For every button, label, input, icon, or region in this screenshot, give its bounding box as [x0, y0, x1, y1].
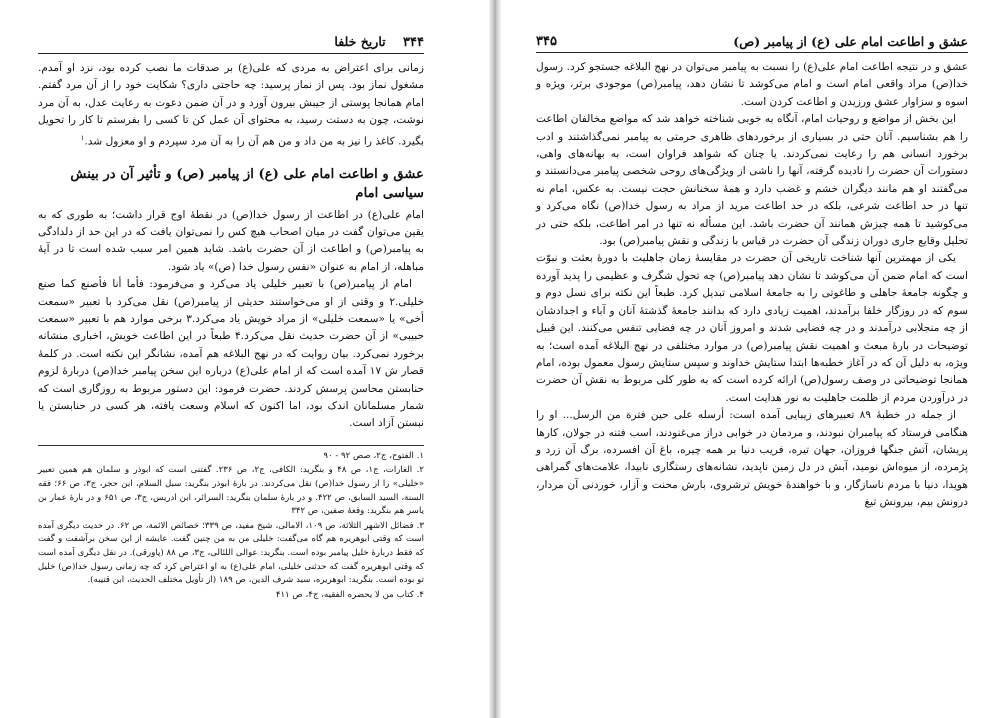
- right-header-title: عشق و اطاعت امام علی (ع) از پیامبر (ص): [733, 34, 968, 49]
- footnote-3: ۳. فضائل الاشهر الثلاثة، ص ۱۰۹، الامالی، شیخ مفید، ص ۳۳۹؛ خصائص الائمة، ص ۶۲. در حدیث دیگری آمده است که وقتی ابوهریره هم گاه می‌گفت: خلیلی من به من چنین گفت. عایشه از این سخن برآشفت و گفت که فقط دربارهٔ خلیل پیامبر بوده است. بنگرید: عوالی اللئالی، ج۳، ص ۸۸ (پاورقی). در نقل دیگری آمده است که وقتی ابوهریره گفت که حدثنی خلیلی، امام علی(ع) به او اعتراض کرد که چه زمانی رسول خدا(ص) خلیل تو بوده است. بنگرید: ابوهریره، سید شرف الدین، ص ۱۸۹ (از تأویل مختلف الحدیث، ابن قتیبه).: [38, 520, 425, 586]
- right-paragraph-1: عشق و در نتیجه اطاعت امام علی(ع) را نسبت به پیامبر می‌توان در نهج البلاغه جستجو کرد. رسول خدا(ص) مراد واقعی امام است و امام می‌کوشد تا نشان دهد، پیامبر(ص) موجودی برتر، ویژه و اسوه و سزاوار عشق ورزیدن و اطاعت کردن است.: [536, 61, 968, 108]
- left-paragraph-3: امام از پیامبر(ص) با تعبیر خلیلی یاد می‌کرد و می‌فرمود: فأما أنا فأصنع کما صنع خلیلی.۲ و وقتی از او می‌خواستند حدیثی از پیامبر(ص) نقل می‌کرد با تعبیر «سمعت أخی» یا «سمعت خلیلی» از مراد خویش یاد می‌کرد.۳ برخی موارد هم با تعبیر «سمعت حبیبی» از آن حضرت حدیث نقل می‌کرد.۴ طبعاً در این اطاعت خویش، اخباری منشانه برخورد نمی‌کرد. بیان روایت که در نهج البلاغه هم آمده، نشانگر این نکته است. در کلمهٔ قصار ش ۱۷ آمده است که از امام علی(ع) درباره این سخن پیامبر خدا(ص) دربارهٔ لزوم حنابستن محاسن پرسش کردند. حضرت فرمود: این دستور مربوط به روزگاری است که شمار مسلمانان اندک بود، اما اکنون که اسلام وسعت یافته، هر کسی در حنابستن یا نبستن آزاد است.: [38, 278, 424, 430]
- left-page: [0, 0, 490, 718]
- left-page-number: ۳۴۴: [403, 35, 424, 50]
- left-page-header: [38, 34, 424, 54]
- right-page-number: ۳۴۵: [536, 34, 557, 49]
- left-footnotes: [38, 445, 424, 603]
- footnote-4: ۴. کتاب من لا یحضره الفقیه، ج۴، ص ۴۱۱: [275, 589, 424, 600]
- right-page-header: [536, 34, 968, 53]
- right-paragraph-3: یکی از مهمترین آنها شناخت تاریخی آن حضرت در مقایسهٔ زمان جاهلیت با دورهٔ بعثت و نبوّت است که امام ضمن آن می‌کوشد تا نشان دهد پیامبر(ص) چه تحول شگرف و عظیمی را پدید آورده و چگونه جامعهٔ جاهلی و طاغوتی را به جامعهٔ اسلامی تبدیل کرد. طبعاً این نکته برای نسل دوم و سوم که در روزگار خلفا برآمدند، اهمیت زیادی دارد که بدانند جامعهٔ گذشتهٔ آنان و آباء و اجدادشان از چه منجلابی درآمدند و در چه فضایی شدند و امروز آنان در چه فضایی تنفس می‌کنند. این قبیل توضیحات در بارهٔ مبعث و اهمیت نقش پیامبر(ص) در موارد مختلفی در نهج البلاغه آمده است؛ به ویژه، به دلیل آن که در آغاز خطبه‌ها ابتدا ستایش خداوند و سپس ستایش رسول معمول بوده، امام همانجا توضیحاتی در وصف رسول(ص) ارائه کرده است که به طور کلی مربوط به نقش آن حضرت در درآوردن مردم از ظلمت جاهلیت به نور هدایت است.: [536, 252, 968, 404]
- footnote-marker: ۱: [80, 133, 85, 142]
- left-paragraph-1: زمانی برای اعتراض به مردی که علی(ع) بر صدقات ما نصب کرده بود، نزد او آمدم. مشغول نماز بود. پس از نماز پرسید: چه حاجتی داری؟ شکایت خود را از آن مرد گفتم. امام همانجا پوستی از جیبش بیرون آورد و در آن ضمن دعوت به رعایت عدل، به آن مرد نوشت، چون به دستت رسید، به محتوای آن عمل کن تا کسی را بفرستم تا کار را تحویل بگیرد. کاغذ را نیز به من داد و من هم آن را به آن مرد سپردم و او معزول شد.$^۱$: [38, 62, 424, 148]
- left-paragraph-2: امام علی(ع) در اطاعت از رسول خدا(ص) در نقطهٔ اوج قرار داشت؛ به طوری که به یقین می‌توان گفت در میان اصحاب هیچ کس را نمی‌توان یافت که در این حد از دلدادگی به پیامبر(ص) و اطاعت از آن حضرت باشد. شاید همین امر سبب شده است تا در آیهٔ مباهله، از امام به عنوان «نفس رسول خدا (ص)» یاد شود.: [38, 208, 424, 273]
- right-paragraph-4: از جمله در خطبهٔ ۸۹ تعبیرهای زیبایی آمده است: أرسله علی حین فترة من الرسل... او را هنگامی فرستاد که پیامبران نبودند، و مردمان در خوابی دراز می‌غنودند، اسب فتنه در جولان، کارها پریشان، آتش جنگها فروزان، جهان تیره، فریب دنیا بر همه چیره، باغ آن افسرده، برگ آن زرد و پژمرده، از میوه‌اش نومید، آبش در دل زمین ناپدید، نشانه‌های رستگاری نابیدا، علامت‌های گمراهی هویدا، دنیا با مردم ناسازگار، و با خواهندهٔ خویش ترشروی، بارش محنت و آزار، خوردنی آن مردار، درونش بیم، بیرونش تیغ: [536, 409, 968, 509]
- footnote-2: ۲. الغارات، ج۱، ص ۴۸ و بنگرید: الکافی، ج۲، ص ۲۳۶. گفتنی است که ابوذر و سلمان هم همین تعبیر «خلیلی» را از رسول خدا(ص) نقل می‌کردند. در بارهٔ ابوذر بنگرید: سبل السلام، ابن حجر، ج۳، ص ۶۶؛ فقه السنة، السید السابق، ص ۴۲۲. و در بارهٔ سلمان بنگرید: السرائر، ابن ادریس، ج۳، ص ۶۵۱ و در بارهٔ عمار بن یاسر هم بنگرید: وقعهٔ صفین، ص ۳۴۲: [38, 465, 424, 517]
- left-header-title: تاریخ خلفا: [334, 34, 386, 49]
- right-page: [500, 0, 990, 718]
- section-heading: عشق و اطاعت امام علی (ع) از پیامبر (ص) و تأثیر آن در بینش سیاسی امام: [70, 166, 424, 201]
- footnote-1: ۱. الفتوح، ج۲، صص ۹۲ - ۹۰: [323, 450, 424, 461]
- right-paragraph-2: این بخش از مواضع و روحیات امام، آنگاه به خوبی شناخته خواهد شد که مواضع مخالفان اطاعت را هم بشناسیم. آنان حتی در بسیاری از برخوردهای ظاهری حرمتی به پیامبر نمی‌گذاشتند و ادب برخورد انسانی هم را رعایت نمی‌کردند. یا چنان که شواهد فراوان است، به بهانه‌های واهی، دستورات آن حضرت را نادیده گرفته، آنها را ناشی از ویژگی‌های روحی شخصی پیامبر می‌دانستند و می‌گفتند او هم مانند دیگران خشم و غضب دارد و همهٔ سخنانش حجت نیست. به عکس، امام نه تنها در حد اطاعت شرعی، بلکه در حد اطاعت مرید از مراد به رسول خدا(ص) نگاه می‌کرد و می‌کوشید تا همه چیزش همانند آن حضرت باشد. این مسأله نه تنها در امر اطاعت، بلکه حتی در تحلیل وقایع جاری دوران زندگی آن حضرت در قیاس با زندگی و نقش پیامبر(ص) بود.: [536, 113, 968, 248]
